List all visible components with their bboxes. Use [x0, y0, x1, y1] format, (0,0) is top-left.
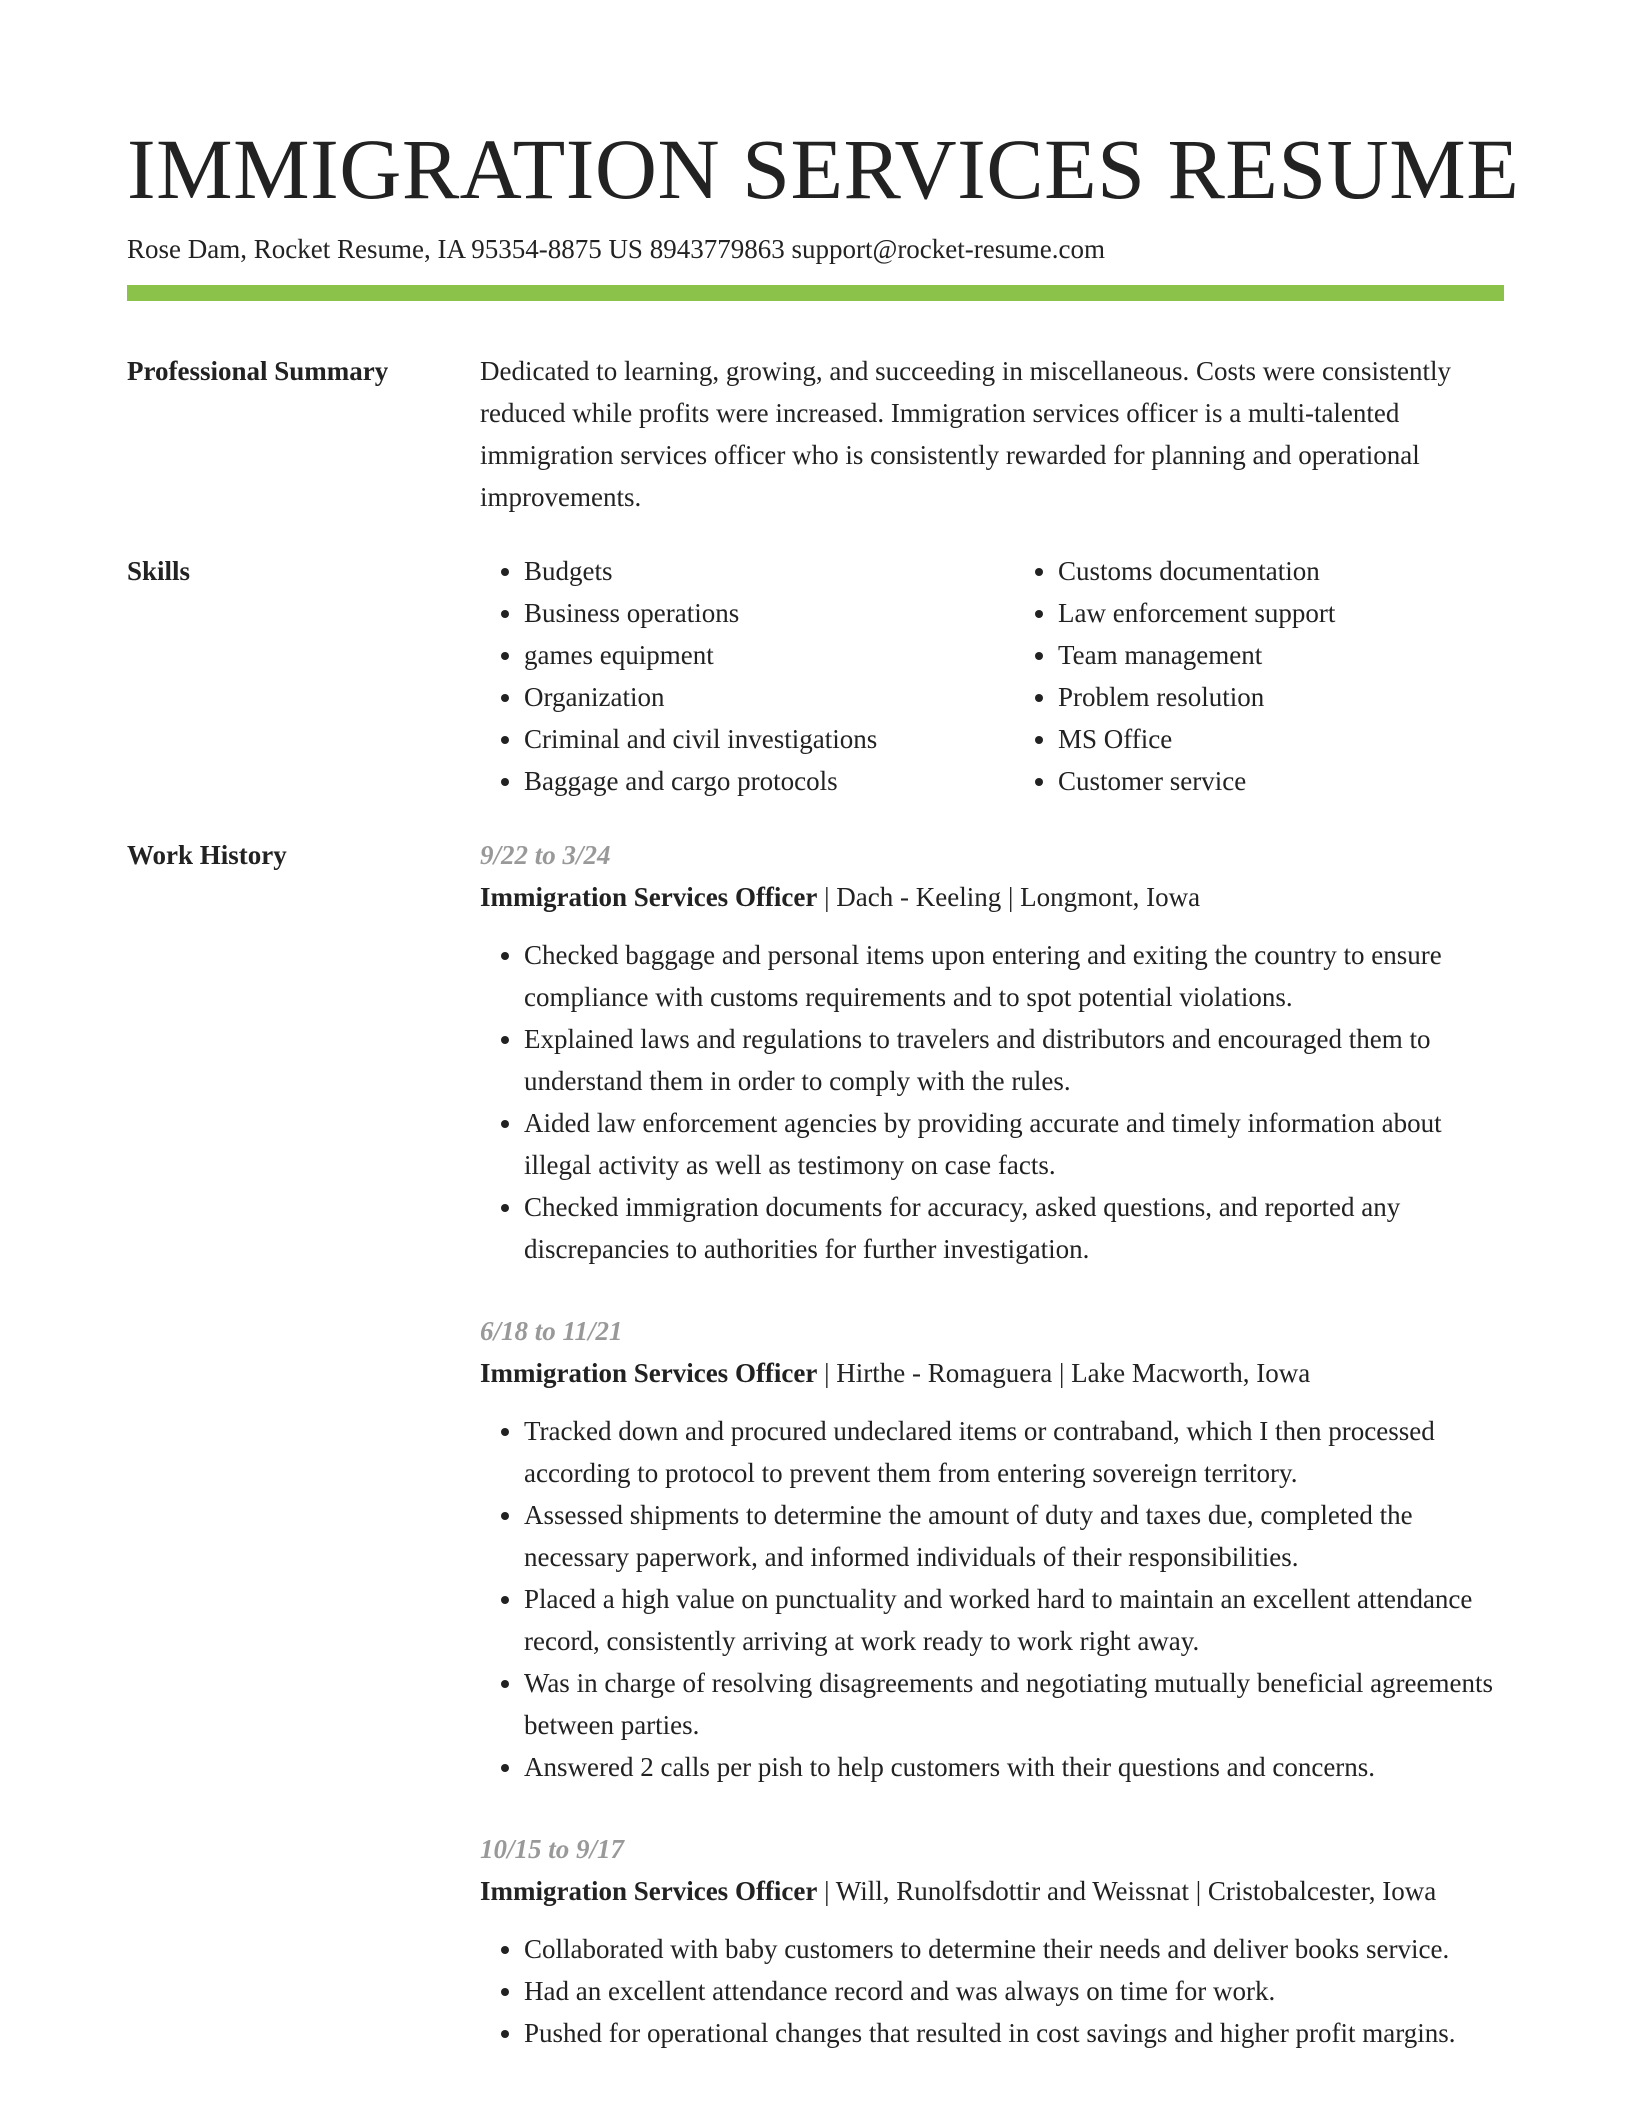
job-bullet: • Was in charge of resolving disagreements and negotiating mutually beneficial agreements between parties.	[524, 1662, 1504, 1746]
job-bullet: • Pushed for operational changes that resulted in cost savings and higher profit margins.	[524, 2012, 1504, 2054]
summary-body	[480, 350, 1504, 518]
job-employer-location: | Will, Runolfsdottir and Weissnat | Cristobalcester, Iowa	[817, 1876, 1437, 1906]
job-bullet: • Explained laws and regulations to travelers and distributors and encouraged them to understand them in order to comply with the rules.	[524, 1018, 1504, 1102]
job-bullets	[480, 1928, 1504, 2054]
job-bullet: • Answered 2 calls per pish to help customers with their questions and concerns.	[524, 1746, 1504, 1788]
resume-title: IMMIGRATION SERVICES RESUME	[127, 121, 1520, 217]
job-title: Immigration Services Officer	[480, 882, 818, 912]
job-bullet: • Tracked down and procured undeclared items or contraband, which I then processed according to protocol to prevent them from entering sovereign territory.	[524, 1410, 1504, 1494]
skill-item: • games equipment	[524, 634, 970, 676]
job-title: Immigration Services Officer	[480, 1358, 818, 1388]
job-bullet: • Aided law enforcement agencies by providing accurate and timely information about illegal activity as well as testimony on case facts.	[524, 1102, 1504, 1186]
job-bullet: • Checked immigration documents for accuracy, asked questions, and reported any discrepancies to authorities for further investigation.	[524, 1186, 1504, 1270]
job-dates: 10/15 to 9/17	[480, 1834, 625, 1864]
job-entry	[480, 1828, 1504, 2054]
work-history-body	[480, 834, 1504, 2094]
job-dates: 6/18 to 11/21	[480, 1316, 623, 1346]
skill-item: • MS Office	[1058, 718, 1504, 760]
skill-item: • Budgets	[524, 550, 970, 592]
job-employer-location: | Dach - Keeling | Longmont, Iowa	[817, 882, 1201, 912]
skill-item: • Baggage and cargo protocols	[524, 760, 970, 802]
job-entry	[480, 834, 1504, 1270]
job-employer-location: | Hirthe - Romaguera | Lake Macworth, Iowa	[817, 1358, 1311, 1388]
job-bullet: • Collaborated with baby customers to determine their needs and deliver books service.	[524, 1928, 1504, 1970]
job-heading	[480, 1352, 1504, 1394]
job-bullets	[480, 1410, 1504, 1788]
job-dates: 9/22 to 3/24	[480, 840, 611, 870]
job-heading	[480, 1870, 1504, 1912]
work-history-label: Work History	[127, 840, 287, 870]
skill-item: • Team management	[1058, 634, 1504, 676]
skill-item: • Organization	[524, 676, 970, 718]
skills-label: Skills	[127, 556, 191, 586]
skills-body	[480, 550, 1504, 802]
header-divider	[127, 285, 1504, 301]
job-title: Immigration Services Officer	[480, 1876, 818, 1906]
skill-item: • Law enforcement support	[1058, 592, 1504, 634]
skill-item: • Customs documentation	[1058, 550, 1504, 592]
job-heading	[480, 876, 1504, 918]
contact-line: Rose Dam, Rocket Resume, IA 95354-8875 US 8943779863 support@rocket-resume.com	[127, 234, 1105, 264]
skill-item: • Problem resolution	[1058, 676, 1504, 718]
job-bullet: • Had an excellent attendance record and was always on time for work.	[524, 1970, 1504, 2012]
job-bullets	[480, 934, 1504, 1270]
skills-list-right	[1014, 550, 1504, 802]
job-bullet: • Assessed shipments to determine the amount of duty and taxes due, completed the necessary paperwork, and informed individuals of their responsibilities.	[524, 1494, 1504, 1578]
skill-item: • Criminal and civil investigations	[524, 718, 970, 760]
skill-item: • Business operations	[524, 592, 970, 634]
job-bullet: • Placed a high value on punctuality and worked hard to maintain an excellent attendance record, consistently arriving at work ready to work right away.	[524, 1578, 1504, 1662]
skills-list-left	[480, 550, 970, 802]
summary-text: Dedicated to learning, growing, and succeeding in miscellaneous. Costs were consistently reduced while profits were increased. Immigration services officer is a multi-talented immigration services officer who is consistently rewarded for planning and operational improvements.	[480, 356, 1451, 512]
summary-label: Professional Summary	[127, 356, 389, 386]
job-entry	[480, 1310, 1504, 1788]
skill-item: • Customer service	[1058, 760, 1504, 802]
job-bullet: • Checked baggage and personal items upon entering and exiting the country to ensure compliance with customs requirements and to spot potential violations.	[524, 934, 1504, 1018]
